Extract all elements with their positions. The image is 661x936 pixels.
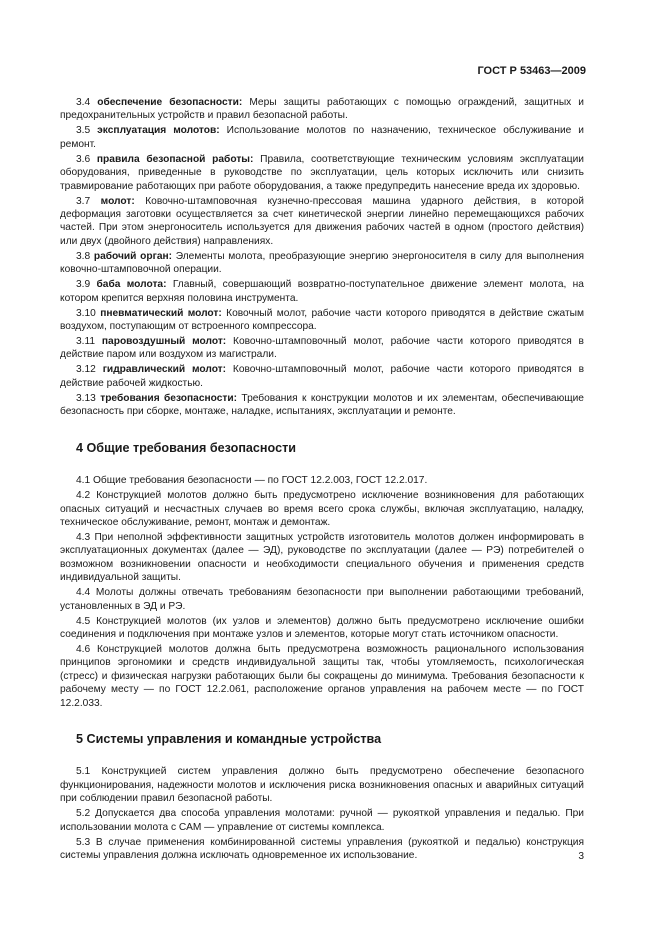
- definition-3-11: 3.11 паровоздушный молот: Ковочно-штамповочный молот, рабочие части которого приводятся в действие паром или воздухом из магистрали.: [60, 336, 584, 361]
- section-5-heading: 5 Системы управления и командные устройства: [76, 731, 382, 746]
- definition-3-8: 3.8 рабочий орган: Элементы молота, преобразующие энергию энергоносителя в силу для выполнения ковочно-штамповочной операции.: [60, 250, 584, 276]
- definition-3-6: 3.6 правила безопасной работы: Правила, соответствующие техническим условиям эксплуатации оборудования, приведенные в руководстве по эксплуатации, цель которых исключить или снизить травмирование работающих при работе оборудования, а также предупредить нанесение вреда их здоровью.: [60, 153, 584, 192]
- definition-3-7: 3.7 молот: Ковочно-штамповочная кузнечно-прессовая машина ударного действия, в которой деформация заготовки осуществляется за счет кинетической энергии линейно перемещающихся рабочих частей. При этом энергоноситель используется для движения рабочих частей в одном (простого действия) или двух (двойного действия) направлениях.: [60, 195, 584, 247]
- paragraph-5-2: 5.2 Допускается два способа управления молотами: ручной — рукояткой управления и педалью. При использовании молота с САМ — управление от системы комплекса.: [60, 808, 584, 833]
- page-number: 3: [578, 851, 584, 862]
- document-body: [60, 96, 584, 864]
- definition-3-10: 3.10 пневматический молот: Ковочный молот, рабочие части которого приводятся в действие сжатым воздухом, поступающим от встроенного компрессора.: [60, 307, 584, 333]
- paragraph-4-5: 4.5 Конструкцией молотов (их узлов и элементов) должно быть предусмотрено исключение ошибки соединения и подключения при монтаже узлов и элементов, которые могут стать источником опасности.: [60, 615, 584, 640]
- paragraph-4-1: 4.1 Общие требования безопасности — по ГОСТ 12.2.003, ГОСТ 12.2.017.: [76, 475, 428, 487]
- definition-3-13: 3.13 требования безопасности: Требования к конструкции молотов и их элементам, обеспечивающие безопасность при сборке, монтаже, наладке, испытаниях, эксплуатации и ремонте.: [60, 392, 584, 418]
- definition-3-9: 3.9 баба молота: Главный, совершающий возвратно-поступательное движение элемент молота, на котором крепится верхняя половина инструмента.: [60, 279, 584, 304]
- paragraph-4-6: 4.6 Конструкцией молотов должна быть предусмотрена возможность рационального использования принципов эргономики и средств индивидуальной защиты так, чтобы утомляемость, психологическая (стресс) и физическая нагрузки работающих были бы сокращены до минимума. Требования безопасности к рабочему месту — по ГОСТ 12.2.061, расположение органов управления на рабочем месте — по ГОСТ 12.2.033.: [60, 643, 584, 709]
- definition-3-4: 3.4 обеспечение безопасности: Меры защиты работающих с помощью ограждений, защитных и предохранительных устройств и правил безопасной работы.: [60, 97, 584, 122]
- paragraph-5-1: 5.1 Конструкцией систем управления должно быть предусмотрено обеспечение безопасного функционирования, надежности молотов и исключения риска возникновения опасных и аварийных ситуаций при соблюдении правил безопасной работы.: [60, 766, 584, 805]
- paragraph-4-2: 4.2 Конструкцией молотов должно быть предусмотрено исключение возникновения для работающих опасных ситуаций и несчастных случаев во время всего срока службы, включая эксплуатацию, наладку, техническое обслуживание, ремонт, монтаж и демонтаж.: [60, 490, 584, 528]
- paragraph-4-3: 4.3 При неполной эффективности защитных устройств изготовитель молотов должен информировать в эксплуатационных документах (далее — ЭД), руководстве по эксплуатации (далее — РЭ) потребителей о возможном возникновении опасности и необходимости специального обучения и применения средств индивидуальной защиты.: [60, 531, 584, 584]
- definition-3-12: 3.12 гидравлический молот: Ковочно-штамповочный молот, рабочие части которого приводятся в действие рабочей жидкостью.: [60, 364, 584, 389]
- section-4-heading: 4 Общие требования безопасности: [76, 440, 296, 455]
- page-header: ГОСТ Р 53463—2009: [477, 65, 586, 77]
- definition-3-5: 3.5 эксплуатация молотов: Использование молотов по назначению, техническое обслуживание и ремонт.: [60, 125, 584, 150]
- paragraph-5-3: 5.3 В случае применения комбинированной системы управления (рукояткой и педалью) конструкция системы управления должна исключать одновременное их использование.: [60, 836, 584, 861]
- paragraph-4-4: 4.4 Молоты должны отвечать требованиям безопасности при выполнении работающими требований, установленных в ЭД и РЭ.: [60, 587, 584, 612]
